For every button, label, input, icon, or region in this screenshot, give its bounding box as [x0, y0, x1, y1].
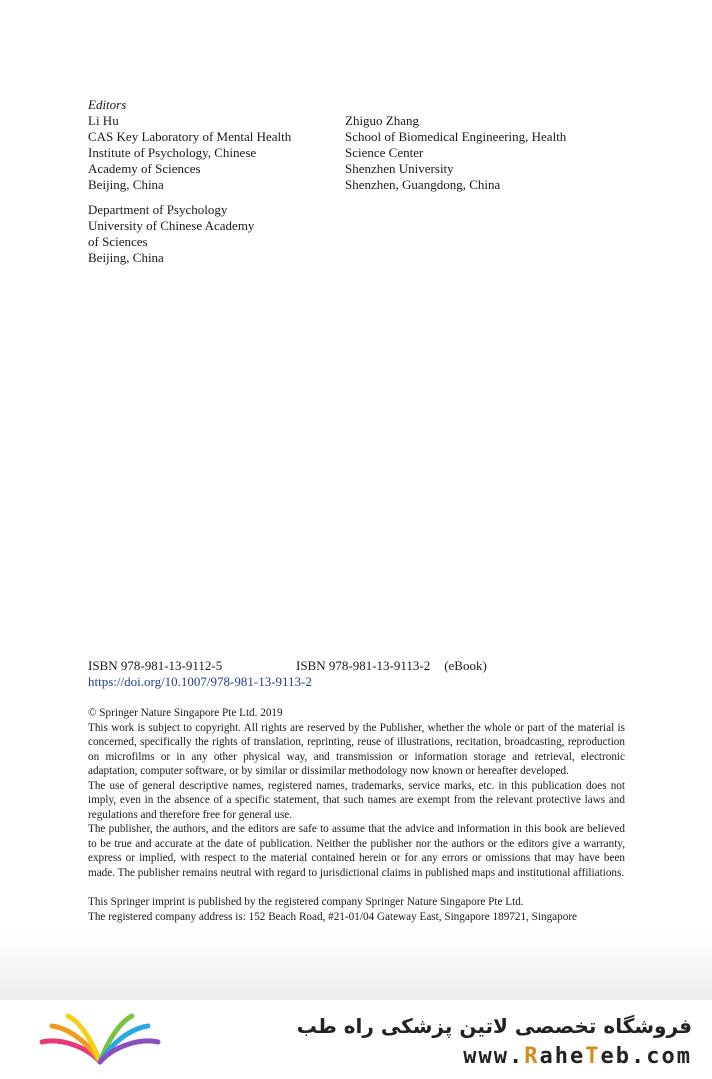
editor1-affiliation-line: Beijing, China: [88, 177, 164, 192]
address-paragraph: The registered company address is: 152 Beach Road, #21-01/04 Gateway East, Singapore 189721, Singapore: [88, 910, 578, 923]
isbn-ebook-type: (eBook): [444, 658, 487, 673]
editor2-affiliation-line: Shenzhen, Guangdong, China: [345, 177, 501, 192]
editor1-affiliation-line: Academy of Sciences: [88, 161, 201, 176]
imprint-paragraph: This Springer imprint is published by the registered company Springer Nature Singapore Pte Ltd.: [88, 896, 524, 908]
editor2-affiliation-line: Science Center: [345, 145, 424, 160]
store-url: [463, 1044, 692, 1069]
url-part: www.: [463, 1044, 525, 1069]
isbn-print: ISBN 978-981-13-9112-5: [88, 658, 223, 673]
editor1-block: [88, 113, 291, 193]
doi-link[interactable]: https://doi.org/10.1007/978-981-13-9113-2: [88, 674, 312, 689]
editors-label: Editors: [88, 97, 127, 112]
editor1-affiliation2-line: University of Chinese Academy: [88, 218, 255, 233]
book-logo-icon: [38, 1012, 162, 1070]
url-part: .com: [631, 1044, 692, 1069]
editor2-name: Zhiguo Zhang: [345, 113, 420, 128]
editor1-affiliation-line: Institute of Psychology, Chinese: [88, 145, 257, 160]
store-name-persian: فروشگاه تخصصی لاتین پزشکی راه طب: [296, 1014, 692, 1038]
url-part: ahe: [539, 1044, 586, 1069]
editor2-block: [345, 113, 566, 193]
editor1-affiliation2-line: Beijing, China: [88, 250, 164, 265]
editor1-second-affiliation: [88, 202, 254, 266]
url-part: R: [524, 1044, 540, 1069]
isbn-ebook: ISBN 978-981-13-9113-2: [296, 658, 431, 673]
isbn-row: [88, 658, 487, 674]
legal-paragraph: The publisher, the authors, and the editors are safe to assume that the advice and information in this book are believed to be true and accurate at the date of publication. Neither the publisher nor the authors or the editors give a warranty, express or implied, with respect to the material contained herein or for any errors or omissions that may have been made. The publisher remains neutral with regard to jurisdictional claims in published maps and institutional affiliations.: [88, 823, 625, 879]
editor1-affiliation2-line: Department of Psychology: [88, 202, 228, 217]
editor1-name: Li Hu: [88, 113, 119, 128]
isbn-ebook-group: [296, 658, 487, 674]
logo-stroke: [68, 1016, 100, 1062]
url-part: T: [585, 1044, 601, 1069]
url-part: eb: [600, 1044, 632, 1069]
watermark-footer: [0, 1000, 712, 1079]
copyright-line: © Springer Nature Singapore Pte Ltd. 2019: [88, 707, 283, 719]
legal-paragraph: This work is subject to copyright. All rights are reserved by the Publisher, whether the whole or part of the material is concerned, specifically the rights of translation, reprinting, reuse of illustrations, recitation, broadcasting, reproduction on microfilms or in any other physical way, and transmission or information storage and retrieval, electronic adaptation, computer software, or by similar or dissimilar methodology now known or hereafter developed.: [88, 721, 625, 777]
editor2-affiliation-line: School of Biomedical Engineering, Health: [345, 129, 567, 144]
editor1-affiliation-line: CAS Key Laboratory of Mental Health: [88, 129, 292, 144]
legal-notice: [88, 706, 625, 924]
editor2-affiliation-line: Shenzhen University: [345, 161, 454, 176]
editor1-affiliation2-line: of Sciences: [88, 234, 148, 249]
legal-paragraph: The use of general descriptive names, registered names, trademarks, service marks, etc. in this publication does not imply, even in the absence of a specific statement, that such names are exempt from the relevant protective laws and regulations and therefore free for general use.: [88, 779, 625, 821]
